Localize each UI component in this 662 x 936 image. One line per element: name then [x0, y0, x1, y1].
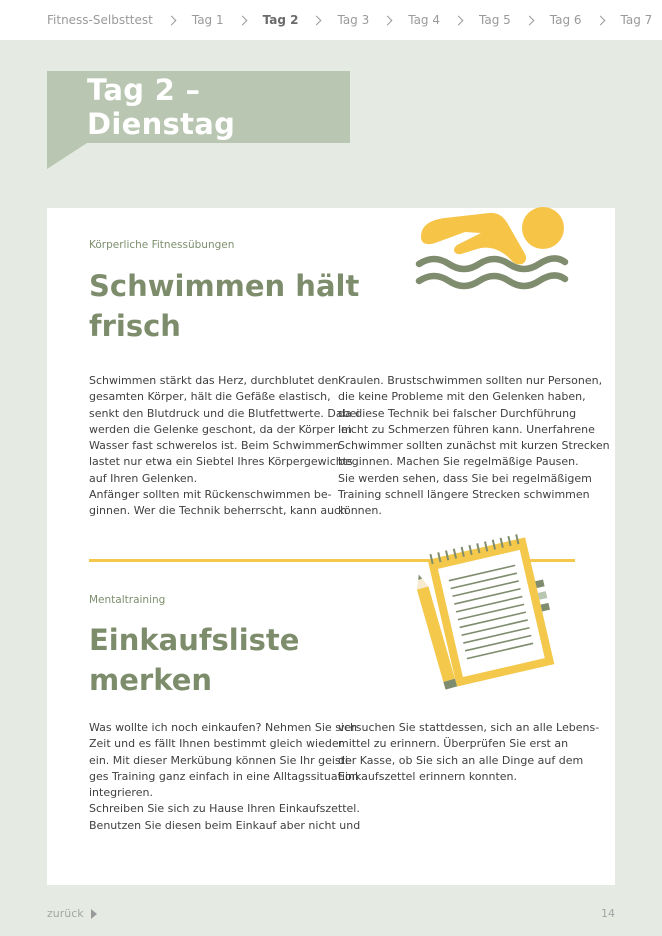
heading-line: frisch — [89, 309, 181, 343]
text-line: Zeit und es fällt Ihnen bestimmt gleich wieder — [89, 737, 344, 751]
text-line: mittel zu erinnern. Überprüfen Sie erst an — [338, 737, 569, 751]
text-line: auf Ihren Gelenken. — [89, 471, 198, 485]
text-line: die keine Probleme mit den Gelenken haben, — [338, 390, 586, 404]
title-banner — [47, 71, 350, 143]
page-number: 14 — [601, 907, 615, 920]
heading-line: Einkaufsliste — [89, 623, 300, 657]
text-column-right — [338, 373, 610, 520]
text-column-left — [89, 373, 359, 520]
chevron-right-icon — [595, 15, 605, 25]
text-line: versuchen Sie stattdessen, sich an alle Lebens- — [338, 721, 600, 734]
text-line: der Kasse, ob Sie sich an alle Dinge auf dem — [338, 753, 584, 767]
text-line: Benutzen Sie diesen beim Einkauf aber nicht und — [89, 818, 361, 832]
section-heading-shopping-list — [89, 620, 389, 700]
chevron-right-icon — [524, 15, 534, 25]
nav-tag-2[interactable]: Tag 2 — [262, 13, 299, 27]
text-line: gesamten Körper, hält die Gefäße elastisch, — [89, 390, 331, 404]
nav-tag-3[interactable]: Tag 3 — [337, 13, 370, 27]
notepad-pencil-icon — [407, 530, 557, 695]
text-line: Sie werden sehen, dass Sie bei regelmäßigem — [338, 471, 592, 485]
text-column-left — [89, 720, 360, 834]
nav-tag-6[interactable]: Tag 6 — [549, 13, 582, 27]
text-line: Was wollte ich noch einkaufen? Nehmen Sie sich — [89, 721, 358, 734]
nav-tag-1[interactable]: Tag 1 — [191, 13, 224, 27]
text-line: Schwimmen stärkt das Herz, durchblutet den — [89, 374, 339, 387]
nav-tag-7[interactable]: Tag 7 — [620, 13, 653, 27]
text-line: Anfänger sollten mit Rückenschwimmen be- — [89, 488, 332, 502]
back-label: zurück — [47, 907, 84, 920]
text-line: leicht zu Schmerzen führen kann. Unerfahrene — [338, 422, 595, 436]
page-title: Tag 2 – Dienstag — [87, 73, 236, 141]
section-heading-swimming — [89, 266, 389, 346]
back-link[interactable] — [47, 907, 97, 920]
text-line: ges Training ganz einfach in eine Alltagssituation — [89, 769, 359, 783]
text-line: senkt den Blutdruck und die Blutfettwerte. Dabei — [89, 406, 360, 420]
chevron-right-icon — [383, 15, 393, 25]
chevron-right-icon — [166, 15, 176, 25]
text-line: Schwimmer sollten zunächst mit kurzen Strecken — [338, 439, 610, 453]
text-line: Training schnell längere Strecken schwimmen — [338, 488, 590, 502]
text-line: Kraulen. Brustschwimmen sollten nur Personen, — [338, 374, 603, 387]
text-line: Schreiben Sie sich zu Hause Ihren Einkaufszettel. — [89, 802, 360, 816]
heading-line: merken — [89, 663, 213, 697]
play-arrow-icon — [91, 909, 97, 919]
content-card — [47, 208, 615, 885]
text-line: können. — [338, 504, 382, 518]
text-line: ginnen. Wer die Technik beherrscht, kann auch — [89, 504, 348, 518]
banner-tail — [47, 143, 87, 169]
text-line: beginnen. Machen Sie regelmäßige Pausen. — [338, 455, 579, 469]
text-line: Einkaufszettel erinnern konnten. — [338, 769, 518, 783]
nav-tag-5[interactable]: Tag 5 — [479, 13, 511, 27]
chevron-right-icon — [454, 15, 464, 25]
text-line: werden die Gelenke geschont, da der Körper im — [89, 422, 352, 436]
top-navigation — [0, 0, 662, 40]
section-label-fitness: Körperliche Fitnessübungen — [89, 239, 235, 251]
swimmer-icon — [413, 196, 573, 300]
text-line: integrieren. — [89, 786, 153, 800]
text-line: da diese Technik bei falscher Durchführung — [338, 406, 577, 420]
text-line: ein. Mit dieser Merkübung können Sie Ihr geisti- — [89, 753, 352, 767]
heading-line: Schwimmen hält — [89, 269, 360, 303]
nav-fitness-selbsttest[interactable]: Fitness-Selbsttest — [47, 13, 153, 27]
chevron-right-icon — [312, 15, 322, 25]
nav-tag-4[interactable]: Tag 4 — [408, 13, 440, 27]
text-column-right — [338, 720, 599, 785]
section-label-mental: Mentaltraining — [89, 594, 166, 606]
text-line: lastet nur etwa ein Siebtel Ihres Körpergewichts — [89, 455, 353, 469]
text-line: Wasser fast schwerelos ist. Beim Schwimmen — [89, 439, 340, 453]
chevron-right-icon — [237, 15, 247, 25]
